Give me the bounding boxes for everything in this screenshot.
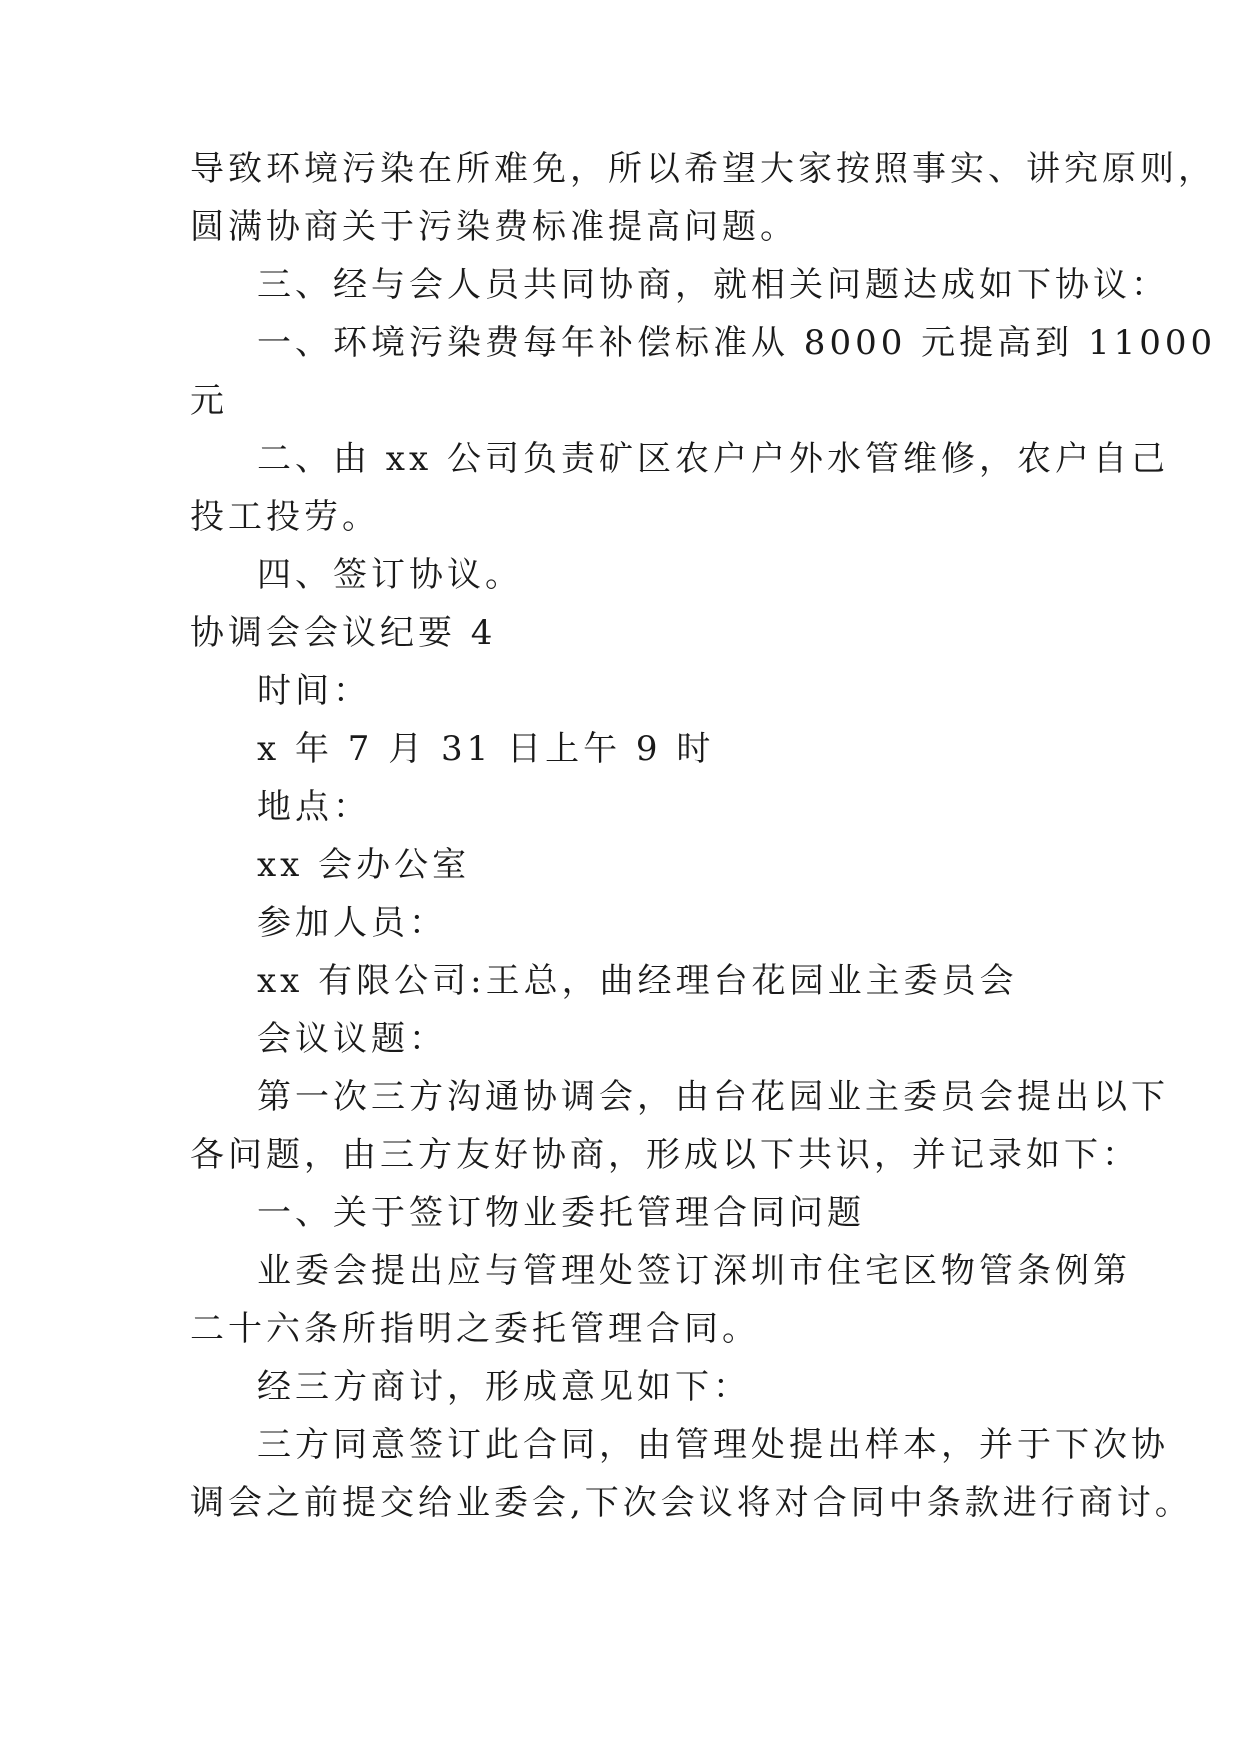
field-label-attendees: 参加人员： [257, 903, 447, 943]
paragraph-line: 圆满协商关于污染费标准提高问题。 [190, 207, 798, 247]
agreement-item-1: 一、环境污染费每年补偿标准从 8000 元提高到 11000 [257, 323, 1217, 363]
field-value-attendees: xx 有限公司:王总，曲经理台花园业主委员会 [257, 961, 1018, 1001]
paragraph-line: 各问题，由三方友好协商，形成以下共识，并记录如下： [190, 1135, 1140, 1175]
paragraph-line: 业委会提出应与管理处签订深圳市住宅区物管条例第 [257, 1251, 1131, 1291]
paragraph-line: 经三方商讨，形成意见如下： [257, 1367, 751, 1407]
field-label-topics: 会议议题： [257, 1019, 447, 1059]
field-value-time: x 年 7 月 31 日上午 9 时 [257, 729, 715, 769]
paragraph-line: 导致环境污染在所难免，所以希望大家按照事实、讲究原则， [190, 149, 1216, 189]
section-heading: 四、签订协议。 [257, 555, 523, 595]
section-heading: 三、经与会人员共同协商，就相关问题达成如下协议： [257, 265, 1169, 305]
paragraph-line: 三方同意签订此合同，由管理处提出样本，并于下次协 [257, 1425, 1169, 1465]
section-heading: 一、关于签订物业委托管理合同问题 [257, 1193, 865, 1233]
paragraph-line: 元 [190, 381, 228, 421]
paragraph-line: 二十六条所指明之委托管理合同。 [190, 1309, 760, 1349]
paragraph-line: 调会之前提交给业委会,下次会议将对合同中条款进行商讨。 [190, 1483, 1193, 1523]
field-label-location: 地点： [257, 787, 371, 827]
field-value-location: xx 会办公室 [257, 845, 471, 885]
field-label-time: 时间： [257, 671, 371, 711]
paragraph-line: 投工投劳。 [190, 497, 380, 537]
document-title: 协调会会议纪要 4 [190, 613, 497, 653]
agreement-item-2: 二、由 xx 公司负责矿区农户户外水管维修，农户自己 [257, 439, 1169, 479]
paragraph-line: 第一次三方沟通协调会，由台花园业主委员会提出以下 [257, 1077, 1169, 1117]
document-body [190, 140, 1217, 1532]
